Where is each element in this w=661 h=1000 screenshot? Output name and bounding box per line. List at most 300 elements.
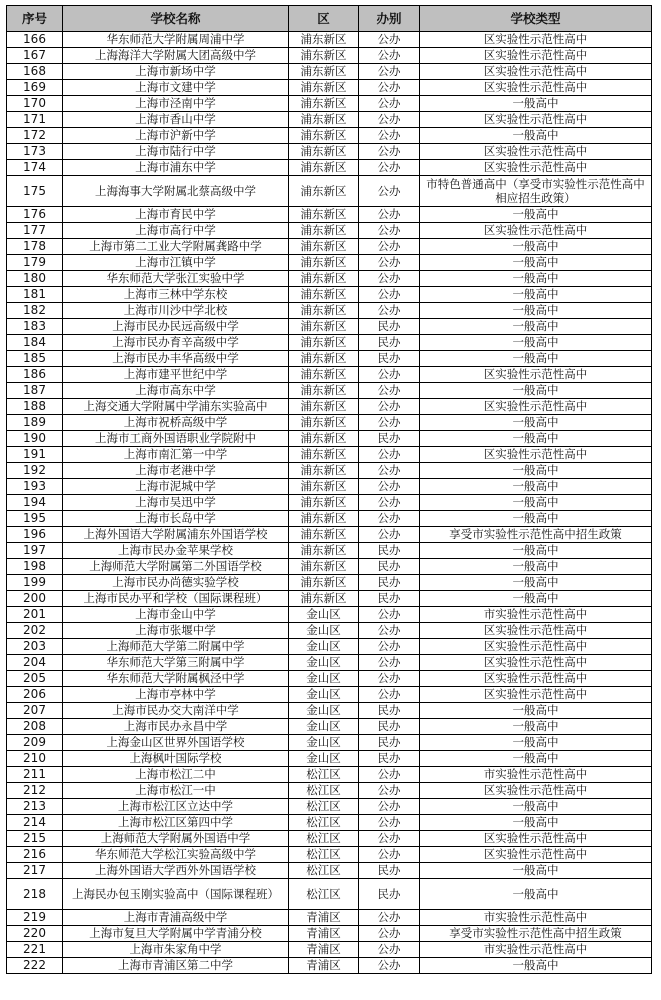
table-row bbox=[7, 559, 652, 575]
cell-type: 公办 bbox=[359, 160, 420, 176]
cell-district: 浦东新区 bbox=[289, 383, 359, 399]
cell-school-name: 上海民办包玉刚实验高中（国际课程班） bbox=[63, 879, 289, 910]
cell-school-name: 上海海洋大学附属大团高级中学 bbox=[63, 48, 289, 64]
cell-school-kind: 区实验性示范性高中 bbox=[420, 112, 652, 128]
table-row bbox=[7, 879, 652, 910]
cell-school-kind: 一般高中 bbox=[420, 335, 652, 351]
cell-no: 200 bbox=[7, 591, 63, 607]
cell-type: 民办 bbox=[359, 751, 420, 767]
cell-type: 公办 bbox=[359, 287, 420, 303]
cell-school-name: 上海市民办民远高级中学 bbox=[63, 319, 289, 335]
cell-school-kind: 一般高中 bbox=[420, 128, 652, 144]
cell-school-kind: 一般高中 bbox=[420, 815, 652, 831]
cell-district: 浦东新区 bbox=[289, 112, 359, 128]
cell-school-name: 上海市三林中学东校 bbox=[63, 287, 289, 303]
table-row bbox=[7, 926, 652, 942]
cell-no: 170 bbox=[7, 96, 63, 112]
cell-district: 浦东新区 bbox=[289, 160, 359, 176]
cell-school-name: 上海市泾南中学 bbox=[63, 96, 289, 112]
cell-no: 216 bbox=[7, 847, 63, 863]
cell-school-kind: 一般高中 bbox=[420, 879, 652, 910]
cell-school-kind: 一般高中 bbox=[420, 239, 652, 255]
cell-school-name: 上海市张堰中学 bbox=[63, 623, 289, 639]
table-row bbox=[7, 495, 652, 511]
table-row bbox=[7, 543, 652, 559]
cell-no: 221 bbox=[7, 942, 63, 958]
cell-school-name: 上海市第二工业大学附属龚路中学 bbox=[63, 239, 289, 255]
table-row bbox=[7, 783, 652, 799]
cell-type: 公办 bbox=[359, 511, 420, 527]
table-row bbox=[7, 511, 652, 527]
cell-type: 公办 bbox=[359, 112, 420, 128]
cell-no: 185 bbox=[7, 351, 63, 367]
cell-school-kind: 一般高中 bbox=[420, 511, 652, 527]
cell-school-kind: 区实验性示范性高中 bbox=[420, 399, 652, 415]
cell-no: 172 bbox=[7, 128, 63, 144]
cell-school-kind: 区实验性示范性高中 bbox=[420, 64, 652, 80]
cell-school-kind: 一般高中 bbox=[420, 543, 652, 559]
cell-district: 浦东新区 bbox=[289, 559, 359, 575]
cell-no: 167 bbox=[7, 48, 63, 64]
table-row bbox=[7, 80, 652, 96]
cell-school-kind: 一般高中 bbox=[420, 96, 652, 112]
cell-school-kind: 区实验性示范性高中 bbox=[420, 831, 652, 847]
cell-school-kind: 一般高中 bbox=[420, 431, 652, 447]
cell-district: 松江区 bbox=[289, 783, 359, 799]
cell-school-name: 上海市祝桥高级中学 bbox=[63, 415, 289, 431]
cell-district: 金山区 bbox=[289, 671, 359, 687]
cell-district: 金山区 bbox=[289, 719, 359, 735]
cell-district: 浦东新区 bbox=[289, 271, 359, 287]
cell-no: 219 bbox=[7, 910, 63, 926]
cell-no: 193 bbox=[7, 479, 63, 495]
table-row bbox=[7, 767, 652, 783]
cell-no: 173 bbox=[7, 144, 63, 160]
cell-no: 211 bbox=[7, 767, 63, 783]
header-kind: 学校类型 bbox=[420, 6, 652, 32]
cell-school-name: 上海市文建中学 bbox=[63, 80, 289, 96]
cell-type: 公办 bbox=[359, 767, 420, 783]
cell-school-kind: 区实验性示范性高中 bbox=[420, 687, 652, 703]
cell-school-kind: 市实验性示范性高中 bbox=[420, 607, 652, 623]
cell-school-name: 上海市吴迅中学 bbox=[63, 495, 289, 511]
table-row bbox=[7, 64, 652, 80]
cell-district: 松江区 bbox=[289, 847, 359, 863]
cell-district: 松江区 bbox=[289, 879, 359, 910]
cell-type: 公办 bbox=[359, 958, 420, 974]
cell-school-kind: 区实验性示范性高中 bbox=[420, 847, 652, 863]
cell-no: 210 bbox=[7, 751, 63, 767]
table-row bbox=[7, 48, 652, 64]
cell-district: 浦东新区 bbox=[289, 415, 359, 431]
cell-type: 公办 bbox=[359, 367, 420, 383]
cell-school-kind: 区实验性示范性高中 bbox=[420, 367, 652, 383]
table-row bbox=[7, 639, 652, 655]
cell-school-kind: 区实验性示范性高中 bbox=[420, 623, 652, 639]
cell-school-name: 上海枫叶国际学校 bbox=[63, 751, 289, 767]
cell-no: 179 bbox=[7, 255, 63, 271]
cell-school-kind: 一般高中 bbox=[420, 703, 652, 719]
cell-type: 民办 bbox=[359, 879, 420, 910]
table-row bbox=[7, 463, 652, 479]
cell-school-kind: 一般高中 bbox=[420, 575, 652, 591]
cell-type: 公办 bbox=[359, 607, 420, 623]
cell-no: 197 bbox=[7, 543, 63, 559]
cell-school-name: 上海市松江区第四中学 bbox=[63, 815, 289, 831]
cell-type: 公办 bbox=[359, 255, 420, 271]
table-row bbox=[7, 176, 652, 207]
cell-district: 浦东新区 bbox=[289, 351, 359, 367]
cell-school-kind: 一般高中 bbox=[420, 319, 652, 335]
table-row bbox=[7, 942, 652, 958]
cell-school-name: 上海市南汇第一中学 bbox=[63, 447, 289, 463]
cell-school-name: 上海市民办尚德实验学校 bbox=[63, 575, 289, 591]
cell-type: 公办 bbox=[359, 239, 420, 255]
cell-no: 209 bbox=[7, 735, 63, 751]
cell-district: 浦东新区 bbox=[289, 367, 359, 383]
table-row bbox=[7, 863, 652, 879]
table-row bbox=[7, 847, 652, 863]
cell-district: 浦东新区 bbox=[289, 335, 359, 351]
cell-school-kind: 一般高中 bbox=[420, 351, 652, 367]
cell-type: 公办 bbox=[359, 783, 420, 799]
cell-no: 191 bbox=[7, 447, 63, 463]
cell-school-name: 上海金山区世界外国语学校 bbox=[63, 735, 289, 751]
table-row bbox=[7, 399, 652, 415]
cell-district: 浦东新区 bbox=[289, 447, 359, 463]
cell-no: 212 bbox=[7, 783, 63, 799]
cell-school-kind: 一般高中 bbox=[420, 255, 652, 271]
cell-school-kind: 享受市实验性示范性高中招生政策 bbox=[420, 527, 652, 543]
cell-type: 公办 bbox=[359, 271, 420, 287]
cell-district: 浦东新区 bbox=[289, 319, 359, 335]
cell-no: 206 bbox=[7, 687, 63, 703]
cell-type: 公办 bbox=[359, 847, 420, 863]
cell-school-name: 上海市川沙中学北校 bbox=[63, 303, 289, 319]
cell-type: 公办 bbox=[359, 176, 420, 207]
cell-school-name: 上海市陆行中学 bbox=[63, 144, 289, 160]
cell-school-kind: 区实验性示范性高中 bbox=[420, 48, 652, 64]
cell-school-kind: 区实验性示范性高中 bbox=[420, 80, 652, 96]
cell-school-name: 上海外国语大学西外外国语学校 bbox=[63, 863, 289, 879]
cell-type: 公办 bbox=[359, 207, 420, 223]
cell-school-kind: 一般高中 bbox=[420, 415, 652, 431]
cell-type: 公办 bbox=[359, 447, 420, 463]
cell-no: 189 bbox=[7, 415, 63, 431]
cell-school-name: 华东师范大学附属周浦中学 bbox=[63, 32, 289, 48]
table-row bbox=[7, 607, 652, 623]
cell-school-kind: 一般高中 bbox=[420, 958, 652, 974]
cell-school-name: 华东师范大学松江实验高级中学 bbox=[63, 847, 289, 863]
cell-district: 浦东新区 bbox=[289, 176, 359, 207]
cell-school-name: 上海市泥城中学 bbox=[63, 479, 289, 495]
cell-no: 218 bbox=[7, 879, 63, 910]
cell-school-kind: 一般高中 bbox=[420, 559, 652, 575]
cell-type: 公办 bbox=[359, 80, 420, 96]
cell-school-kind: 市实验性示范性高中 bbox=[420, 942, 652, 958]
cell-school-name: 上海市香山中学 bbox=[63, 112, 289, 128]
cell-school-name: 上海市金山中学 bbox=[63, 607, 289, 623]
cell-school-kind: 区实验性示范性高中 bbox=[420, 223, 652, 239]
cell-school-kind: 区实验性示范性高中 bbox=[420, 639, 652, 655]
cell-district: 金山区 bbox=[289, 703, 359, 719]
cell-district: 浦东新区 bbox=[289, 223, 359, 239]
cell-no: 198 bbox=[7, 559, 63, 575]
table-row bbox=[7, 335, 652, 351]
cell-school-kind: 区实验性示范性高中 bbox=[420, 783, 652, 799]
cell-type: 民办 bbox=[359, 559, 420, 575]
table-row bbox=[7, 128, 652, 144]
cell-school-name: 上海市民办丰华高级中学 bbox=[63, 351, 289, 367]
cell-no: 184 bbox=[7, 335, 63, 351]
cell-type: 公办 bbox=[359, 687, 420, 703]
table-row bbox=[7, 815, 652, 831]
cell-type: 公办 bbox=[359, 48, 420, 64]
table-row bbox=[7, 160, 652, 176]
cell-district: 浦东新区 bbox=[289, 495, 359, 511]
cell-district: 浦东新区 bbox=[289, 543, 359, 559]
header-row bbox=[7, 6, 652, 32]
cell-school-name: 上海海事大学附属北蔡高级中学 bbox=[63, 176, 289, 207]
cell-school-name: 上海市复旦大学附属中学青浦分校 bbox=[63, 926, 289, 942]
cell-school-name: 上海市朱家角中学 bbox=[63, 942, 289, 958]
cell-no: 174 bbox=[7, 160, 63, 176]
cell-type: 民办 bbox=[359, 735, 420, 751]
table-row bbox=[7, 831, 652, 847]
cell-district: 松江区 bbox=[289, 831, 359, 847]
cell-school-kind: 一般高中 bbox=[420, 719, 652, 735]
cell-type: 公办 bbox=[359, 815, 420, 831]
cell-type: 公办 bbox=[359, 495, 420, 511]
cell-no: 207 bbox=[7, 703, 63, 719]
cell-district: 青浦区 bbox=[289, 958, 359, 974]
cell-school-kind: 一般高中 bbox=[420, 479, 652, 495]
header-no: 序号 bbox=[7, 6, 63, 32]
table-row bbox=[7, 719, 652, 735]
cell-school-name: 上海市建平世纪中学 bbox=[63, 367, 289, 383]
cell-no: 188 bbox=[7, 399, 63, 415]
cell-school-name: 上海师范大学第二附属中学 bbox=[63, 639, 289, 655]
cell-school-kind: 一般高中 bbox=[420, 383, 652, 399]
table-row bbox=[7, 207, 652, 223]
cell-school-name: 华东师范大学张江实验中学 bbox=[63, 271, 289, 287]
table-row bbox=[7, 703, 652, 719]
cell-type: 民办 bbox=[359, 591, 420, 607]
table-row bbox=[7, 32, 652, 48]
cell-type: 公办 bbox=[359, 144, 420, 160]
cell-no: 187 bbox=[7, 383, 63, 399]
table-row bbox=[7, 287, 652, 303]
cell-no: 177 bbox=[7, 223, 63, 239]
cell-no: 194 bbox=[7, 495, 63, 511]
cell-school-name: 上海师范大学附属第二外国语学校 bbox=[63, 559, 289, 575]
cell-school-kind: 一般高中 bbox=[420, 495, 652, 511]
cell-no: 183 bbox=[7, 319, 63, 335]
cell-no: 195 bbox=[7, 511, 63, 527]
cell-no: 181 bbox=[7, 287, 63, 303]
table-row bbox=[7, 431, 652, 447]
cell-no: 169 bbox=[7, 80, 63, 96]
table-row bbox=[7, 255, 652, 271]
cell-type: 公办 bbox=[359, 926, 420, 942]
cell-no: 203 bbox=[7, 639, 63, 655]
cell-school-name: 上海交通大学附属中学浦东实验高中 bbox=[63, 399, 289, 415]
table-row bbox=[7, 239, 652, 255]
cell-no: 202 bbox=[7, 623, 63, 639]
cell-type: 公办 bbox=[359, 303, 420, 319]
cell-school-name: 华东师范大学第三附属中学 bbox=[63, 655, 289, 671]
cell-district: 金山区 bbox=[289, 751, 359, 767]
table-row bbox=[7, 655, 652, 671]
cell-no: 199 bbox=[7, 575, 63, 591]
cell-school-kind: 一般高中 bbox=[420, 863, 652, 879]
cell-district: 浦东新区 bbox=[289, 575, 359, 591]
cell-type: 民办 bbox=[359, 575, 420, 591]
table-row bbox=[7, 591, 652, 607]
header-name: 学校名称 bbox=[63, 6, 289, 32]
cell-type: 民办 bbox=[359, 863, 420, 879]
cell-no: 217 bbox=[7, 863, 63, 879]
header-district: 区 bbox=[289, 6, 359, 32]
cell-type: 公办 bbox=[359, 64, 420, 80]
cell-type: 公办 bbox=[359, 910, 420, 926]
cell-district: 金山区 bbox=[289, 655, 359, 671]
cell-no: 178 bbox=[7, 239, 63, 255]
cell-no: 201 bbox=[7, 607, 63, 623]
cell-type: 公办 bbox=[359, 383, 420, 399]
cell-school-name: 上海市工商外国语职业学院附中 bbox=[63, 431, 289, 447]
table-row bbox=[7, 671, 652, 687]
table-row bbox=[7, 751, 652, 767]
cell-school-name: 上海市沪新中学 bbox=[63, 128, 289, 144]
cell-type: 公办 bbox=[359, 655, 420, 671]
cell-school-name: 上海市育民中学 bbox=[63, 207, 289, 223]
cell-school-name: 上海市长岛中学 bbox=[63, 511, 289, 527]
cell-district: 浦东新区 bbox=[289, 64, 359, 80]
table-row bbox=[7, 958, 652, 974]
cell-district: 青浦区 bbox=[289, 926, 359, 942]
table-row bbox=[7, 687, 652, 703]
cell-school-kind: 一般高中 bbox=[420, 287, 652, 303]
cell-school-kind: 市特色普通高中（享受市实验性示范性高中相应招生政策） bbox=[420, 176, 652, 207]
cell-type: 公办 bbox=[359, 463, 420, 479]
cell-type: 公办 bbox=[359, 479, 420, 495]
cell-district: 松江区 bbox=[289, 863, 359, 879]
cell-school-name: 上海市高东中学 bbox=[63, 383, 289, 399]
cell-district: 浦东新区 bbox=[289, 80, 359, 96]
table-row bbox=[7, 367, 652, 383]
table-row bbox=[7, 575, 652, 591]
cell-district: 松江区 bbox=[289, 799, 359, 815]
cell-school-kind: 享受市实验性示范性高中招生政策 bbox=[420, 926, 652, 942]
cell-school-name: 上海市老港中学 bbox=[63, 463, 289, 479]
cell-no: 166 bbox=[7, 32, 63, 48]
cell-district: 浦东新区 bbox=[289, 303, 359, 319]
cell-school-kind: 区实验性示范性高中 bbox=[420, 447, 652, 463]
cell-no: 186 bbox=[7, 367, 63, 383]
table-body bbox=[7, 32, 652, 974]
cell-type: 公办 bbox=[359, 415, 420, 431]
cell-no: 205 bbox=[7, 671, 63, 687]
cell-school-kind: 区实验性示范性高中 bbox=[420, 32, 652, 48]
cell-type: 民办 bbox=[359, 351, 420, 367]
cell-school-name: 上海市民办平和学校（国际课程班） bbox=[63, 591, 289, 607]
cell-type: 民办 bbox=[359, 335, 420, 351]
cell-district: 青浦区 bbox=[289, 942, 359, 958]
cell-no: 215 bbox=[7, 831, 63, 847]
cell-school-name: 上海市民办金苹果学校 bbox=[63, 543, 289, 559]
cell-type: 民办 bbox=[359, 431, 420, 447]
cell-school-name: 上海市浦东中学 bbox=[63, 160, 289, 176]
cell-no: 180 bbox=[7, 271, 63, 287]
cell-no: 213 bbox=[7, 799, 63, 815]
cell-school-kind: 区实验性示范性高中 bbox=[420, 144, 652, 160]
cell-school-name: 上海市民办永昌中学 bbox=[63, 719, 289, 735]
table-row bbox=[7, 112, 652, 128]
cell-no: 192 bbox=[7, 463, 63, 479]
cell-type: 公办 bbox=[359, 623, 420, 639]
cell-school-name: 上海外国语大学附属浦东外国语学校 bbox=[63, 527, 289, 543]
cell-no: 196 bbox=[7, 527, 63, 543]
cell-school-kind: 一般高中 bbox=[420, 271, 652, 287]
cell-school-name: 华东师范大学附属枫泾中学 bbox=[63, 671, 289, 687]
school-table bbox=[6, 5, 652, 974]
cell-district: 松江区 bbox=[289, 815, 359, 831]
cell-district: 金山区 bbox=[289, 607, 359, 623]
cell-no: 190 bbox=[7, 431, 63, 447]
cell-school-kind: 区实验性示范性高中 bbox=[420, 160, 652, 176]
cell-no: 168 bbox=[7, 64, 63, 80]
cell-district: 浦东新区 bbox=[289, 255, 359, 271]
cell-type: 公办 bbox=[359, 799, 420, 815]
cell-school-kind: 区实验性示范性高中 bbox=[420, 655, 652, 671]
cell-district: 金山区 bbox=[289, 735, 359, 751]
table-row bbox=[7, 527, 652, 543]
cell-school-name: 上海市高行中学 bbox=[63, 223, 289, 239]
cell-type: 公办 bbox=[359, 128, 420, 144]
cell-no: 171 bbox=[7, 112, 63, 128]
cell-school-kind: 区实验性示范性高中 bbox=[420, 671, 652, 687]
cell-district: 浦东新区 bbox=[289, 511, 359, 527]
cell-school-kind: 市实验性示范性高中 bbox=[420, 767, 652, 783]
cell-district: 浦东新区 bbox=[289, 239, 359, 255]
cell-type: 公办 bbox=[359, 831, 420, 847]
table-row bbox=[7, 623, 652, 639]
cell-no: 204 bbox=[7, 655, 63, 671]
cell-school-kind: 市实验性示范性高中 bbox=[420, 910, 652, 926]
cell-type: 公办 bbox=[359, 96, 420, 112]
cell-district: 金山区 bbox=[289, 639, 359, 655]
cell-school-name: 上海市江镇中学 bbox=[63, 255, 289, 271]
cell-school-name: 上海市松江区立达中学 bbox=[63, 799, 289, 815]
cell-school-name: 上海市松江一中 bbox=[63, 783, 289, 799]
cell-district: 浦东新区 bbox=[289, 96, 359, 112]
cell-school-kind: 一般高中 bbox=[420, 463, 652, 479]
cell-school-name: 上海市新场中学 bbox=[63, 64, 289, 80]
cell-no: 214 bbox=[7, 815, 63, 831]
cell-type: 民办 bbox=[359, 543, 420, 559]
table-row bbox=[7, 223, 652, 239]
cell-school-kind: 一般高中 bbox=[420, 303, 652, 319]
cell-type: 公办 bbox=[359, 671, 420, 687]
table-row bbox=[7, 144, 652, 160]
table-row bbox=[7, 303, 652, 319]
cell-no: 176 bbox=[7, 207, 63, 223]
cell-district: 浦东新区 bbox=[289, 48, 359, 64]
cell-school-name: 上海市民办育辛高级中学 bbox=[63, 335, 289, 351]
cell-district: 浦东新区 bbox=[289, 463, 359, 479]
cell-no: 175 bbox=[7, 176, 63, 207]
